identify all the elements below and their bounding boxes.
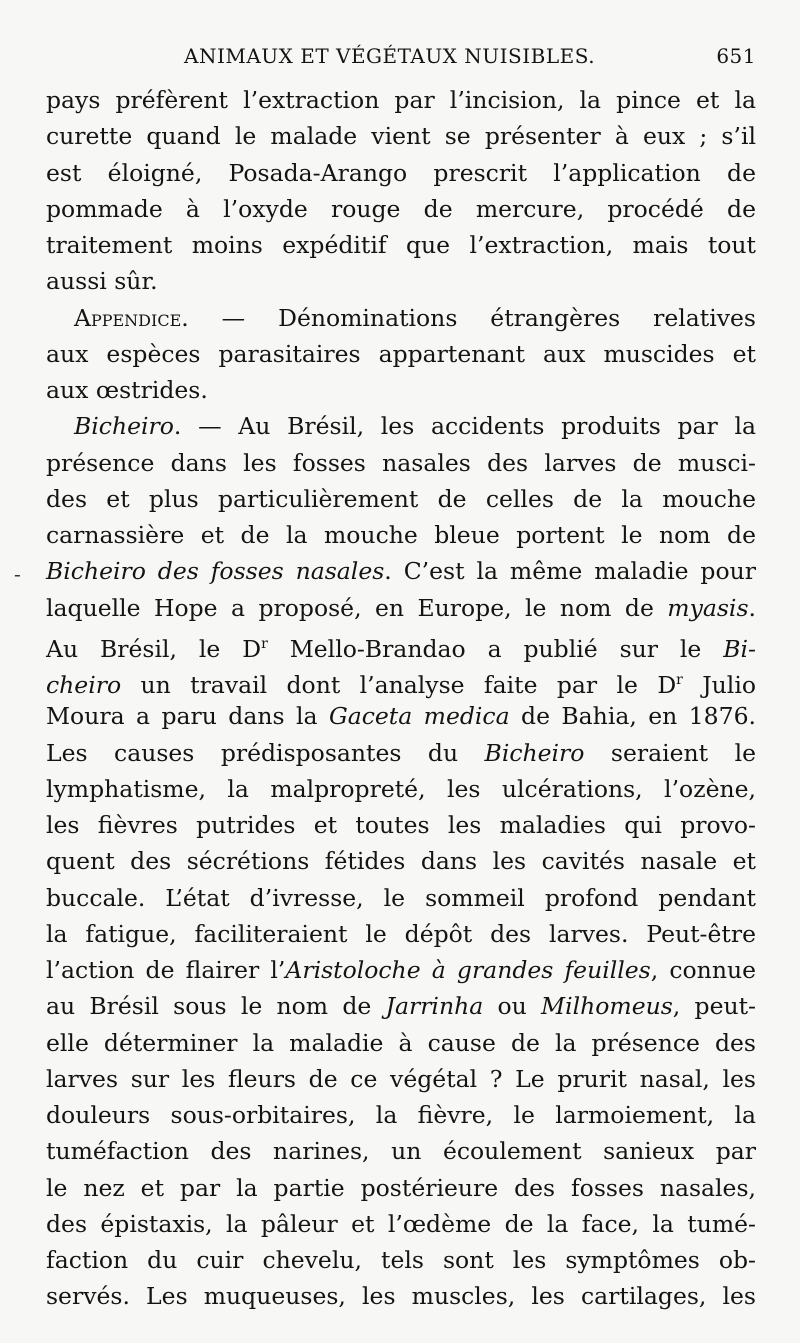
text-line [46, 1170, 756, 1206]
italic-text: Gaceta medica [328, 702, 510, 731]
text-segment: quent des sécrétions fétides dans les cavités nasale et [46, 847, 756, 876]
text-segment: le nez et par la partie postérieure des fosses nasales, [46, 1173, 756, 1202]
running-title: ANIMAUX ET VÉGÉTAUX NUISIBLES. [184, 44, 596, 68]
text-segment: Les causes prédisposantes du [46, 738, 485, 767]
text-line [46, 698, 756, 734]
text-segment: . — Au Brésil, les accidents produits par la [173, 412, 756, 441]
italic-text: Aristoloche à grandes feuilles [285, 956, 651, 984]
margin-mark: - [14, 562, 21, 586]
italic-text: Bi- [723, 634, 756, 663]
text-segment: Au Brésil, le D [46, 634, 262, 663]
text-segment: les fièvres putrides et toutes les maladies qui provo- [46, 811, 756, 839]
text-segment: carnassière et de la mouche bleue portent le nom de [46, 521, 756, 549]
text-segment: des et plus particulièrement de celles de la mouche [46, 484, 756, 513]
text-segment: pays préfèrent l’extraction par l’incision, la pince et la [46, 86, 756, 114]
text-segment: aussi sûr. [46, 267, 158, 296]
text-segment: au Brésil sous le nom de [46, 992, 386, 1021]
text-line [46, 1133, 756, 1169]
text-line [46, 626, 756, 662]
text-segment: . [748, 593, 756, 622]
text-line [46, 118, 756, 154]
text-segment: , peut- [672, 992, 756, 1021]
text-segment: buccale. L’état d’ivresse, le sommeil profond pendant [46, 883, 756, 912]
small-caps-text: Appendice. [74, 303, 189, 332]
italic-text: Bicheiro [484, 738, 585, 767]
italic-text: Bicheiro des fosses nasales [46, 557, 385, 586]
text-segment: , connue [650, 956, 756, 984]
text-segment: un travail dont l’analyse faite par le D [121, 670, 677, 699]
text-line [46, 916, 756, 952]
text-line [46, 662, 756, 698]
text-line [46, 300, 756, 336]
text-segment: des épistaxis, la pâleur et l’œdème de la face, la tumé- [46, 1209, 756, 1238]
superscript-text: r [676, 672, 683, 688]
text-line [46, 771, 756, 807]
text-line [46, 445, 756, 481]
italic-text: Jarrinha [385, 992, 484, 1021]
page-header [48, 40, 756, 76]
text-line [46, 1061, 756, 1097]
text-line [46, 155, 756, 191]
text-line [46, 952, 756, 988]
text-line [46, 191, 756, 227]
superscript-text: r [261, 635, 268, 652]
text-line [46, 263, 756, 299]
text-line [46, 590, 756, 626]
text-segment: Mello-Brandao a publié sur le [267, 634, 724, 663]
body-text [46, 82, 756, 1315]
text-segment: aux œstrides. [46, 376, 208, 404]
italic-text: Milhomeus [541, 992, 673, 1021]
text-line [46, 553, 756, 589]
text-segment: lymphatisme, la malpropreté, les ulcérations, l’ozène, [46, 774, 756, 803]
text-line [46, 372, 756, 408]
text-segment: faction du cuir chevelu, tels sont les symptômes ob- [46, 1246, 756, 1274]
text-segment: laquelle Hope a proposé, en Europe, le nom de [46, 593, 668, 622]
text-segment: elle déterminer la maladie à cause de la présence des [46, 1028, 756, 1057]
text-segment: traitement moins expéditif que l’extraction, mais tout [46, 231, 756, 259]
text-segment: douleurs sous-orbitaires, la fièvre, le larmoiement, la [46, 1101, 756, 1129]
text-line [46, 988, 756, 1024]
text-segment: la fatigue, faciliteraient le dépôt des larves. Peut-être [46, 919, 756, 948]
text-segment: — Dénominations étrangères relatives [188, 303, 756, 332]
text-segment: pommade à l’oxyde rouge de mercure, procédé de [46, 194, 756, 223]
text-segment: de Bahia, en 1876. [509, 702, 756, 731]
italic-text: myasis [667, 593, 749, 622]
text-line [46, 227, 756, 263]
text-segment: tuméfaction des narines, un écoulement sanieux par [46, 1137, 756, 1166]
text-line [46, 1025, 756, 1061]
text-line [46, 1242, 756, 1278]
text-segment: curette quand le malade vient se présenter à eux ; s’il [46, 122, 756, 151]
text-segment: Julio [682, 670, 756, 699]
text-line [46, 1097, 756, 1133]
text-segment: aux espèces parasitaires appartenant aux muscides et [46, 339, 756, 368]
text-line [46, 82, 756, 118]
text-line [46, 807, 756, 843]
text-segment: larves sur les fleurs de ce végétal ? Le prurit nasal, les [46, 1064, 756, 1093]
text-line [46, 735, 756, 771]
text-segment: ou [483, 992, 542, 1021]
text-line [46, 517, 756, 553]
text-segment: est éloigné, Posada-Arango prescrit l’application de [46, 158, 756, 187]
text-segment: l’action de flairer l’ [46, 956, 286, 984]
text-line [46, 408, 756, 444]
text-segment: présence dans les fosses nasales des larves de musci- [46, 448, 756, 477]
italic-text: Bicheiro [74, 412, 174, 441]
text-line [46, 843, 756, 879]
page-number: 651 [716, 44, 756, 68]
text-line [46, 481, 756, 517]
text-line [46, 1278, 756, 1314]
text-segment: . C’est la même maladie pour [384, 557, 756, 586]
text-line [46, 336, 756, 372]
text-line [46, 880, 756, 916]
text-segment: Moura a paru dans la [46, 702, 329, 731]
italic-text: cheiro [46, 670, 122, 699]
text-segment: seraient le [584, 738, 756, 767]
text-segment: servés. Les muqueuses, les muscles, les cartilages, les [46, 1282, 756, 1311]
text-line [46, 1206, 756, 1242]
